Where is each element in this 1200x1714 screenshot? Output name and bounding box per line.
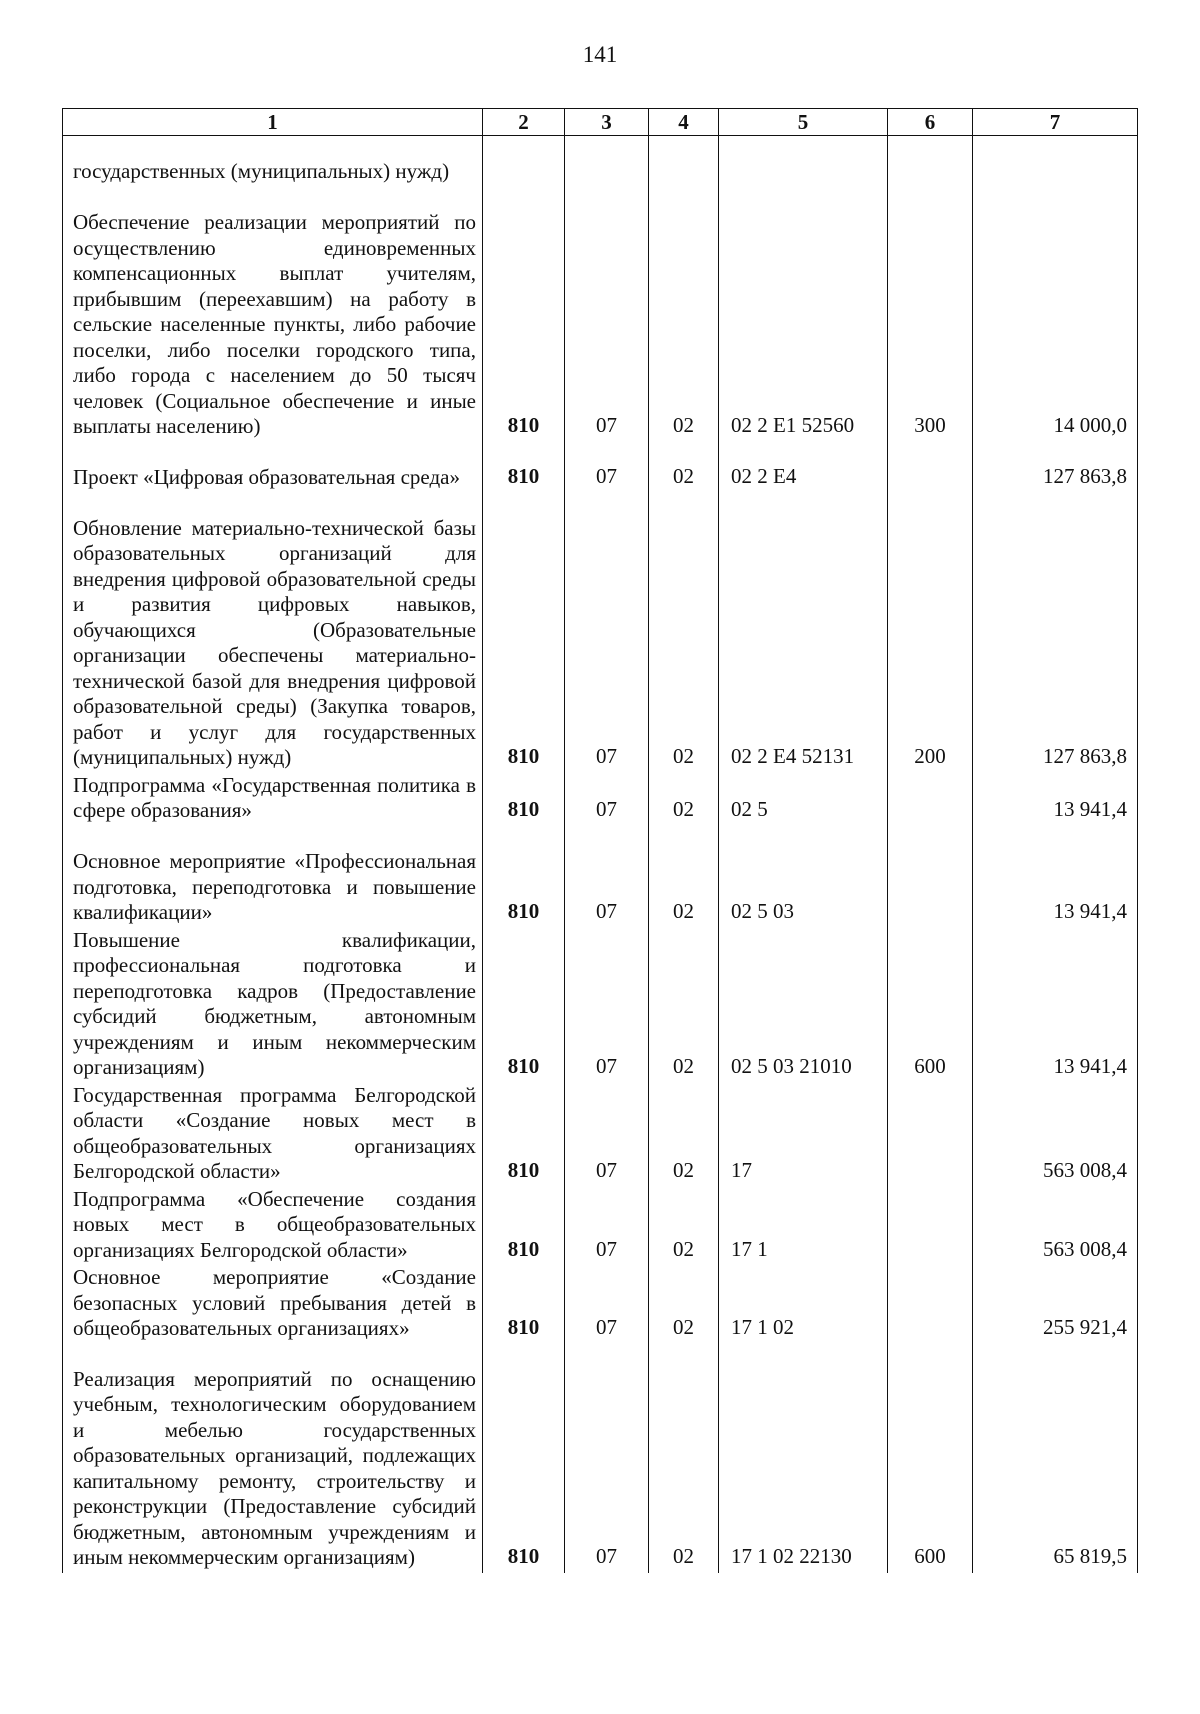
row-code-ministry: 810 <box>483 928 565 1083</box>
row-name: Государственная программа Белгородской области «Создание новых мест в общеобразовательных организациях Белгородской области» <box>63 1083 483 1187</box>
row-name: Основное мероприятие «Создание безопасных условий пребывания детей в общеобразовательных организациях» <box>63 1265 483 1344</box>
table-row <box>63 1344 1138 1573</box>
row-amount: 127 863,8 <box>973 493 1138 773</box>
row-target-code: 17 1 02 <box>719 1265 888 1344</box>
row-expense-type: 300 <box>888 187 973 442</box>
row-name: Основное мероприятие «Профессиональная подготовка, переподготовка и повышение квалификации» <box>63 826 483 928</box>
row-expense-type <box>888 773 973 826</box>
row-amount: 255 921,4 <box>973 1265 1138 1344</box>
row-section: 07 <box>565 826 649 928</box>
row-code-ministry: 810 <box>483 1344 565 1573</box>
row-expense-type <box>888 442 973 493</box>
row-subsection: 02 <box>649 442 719 493</box>
table-row <box>63 826 1138 928</box>
row-code-ministry: 810 <box>483 442 565 493</box>
column-header-5: 5 <box>719 109 888 136</box>
row-target-code: 02 2 Е1 52560 <box>719 187 888 442</box>
row-section: 07 <box>565 773 649 826</box>
table-row <box>63 773 1138 826</box>
row-expense-type <box>888 826 973 928</box>
row-amount: 563 008,4 <box>973 1187 1138 1266</box>
table-row <box>63 187 1138 442</box>
row-amount: 127 863,8 <box>973 442 1138 493</box>
table-row <box>63 136 1138 187</box>
row-name: Проект «Цифровая образовательная среда» <box>63 442 483 493</box>
row-subsection: 02 <box>649 1265 719 1344</box>
row-subsection: 02 <box>649 826 719 928</box>
row-subsection: 02 <box>649 1083 719 1187</box>
row-section: 07 <box>565 493 649 773</box>
row-expense-type: 600 <box>888 1344 973 1573</box>
row-name: Подпрограмма «Обеспечение создания новых мест в общеобразовательных организациях Белгородской области» <box>63 1187 483 1266</box>
row-name: государственных (муниципальных) нужд) <box>63 136 483 187</box>
budget-table <box>62 108 1138 1573</box>
row-code-ministry: 810 <box>483 826 565 928</box>
row-subsection <box>649 136 719 187</box>
row-target-code: 02 2 Е4 <box>719 442 888 493</box>
row-section: 07 <box>565 1083 649 1187</box>
row-section: 07 <box>565 1344 649 1573</box>
row-code-ministry: 810 <box>483 773 565 826</box>
row-expense-type <box>888 1187 973 1266</box>
row-section: 07 <box>565 928 649 1083</box>
row-section: 07 <box>565 1265 649 1344</box>
row-amount: 65 819,5 <box>973 1344 1138 1573</box>
row-target-code: 17 1 <box>719 1187 888 1266</box>
row-code-ministry: 810 <box>483 1187 565 1266</box>
table-row <box>63 1187 1138 1266</box>
row-expense-type: 200 <box>888 493 973 773</box>
row-subsection: 02 <box>649 1187 719 1266</box>
table-row <box>63 442 1138 493</box>
row-subsection: 02 <box>649 1344 719 1573</box>
row-code-ministry <box>483 136 565 187</box>
row-amount: 14 000,0 <box>973 187 1138 442</box>
row-subsection: 02 <box>649 493 719 773</box>
table-row <box>63 928 1138 1083</box>
row-subsection: 02 <box>649 773 719 826</box>
row-expense-type <box>888 136 973 187</box>
row-amount: 563 008,4 <box>973 1083 1138 1187</box>
row-name: Реализация мероприятий по оснащению учебным, технологическим оборудованием и мебелью государственных образовательных организаций, подлежащих капитальному ремонту, строительству и реконструкции (Предоставление субсидий бюджетным, автономным учреждениям и иным некоммерческим организациям) <box>63 1344 483 1573</box>
row-target-code: 02 5 03 21010 <box>719 928 888 1083</box>
row-target-code: 02 2 Е4 52131 <box>719 493 888 773</box>
row-code-ministry: 810 <box>483 1083 565 1187</box>
row-amount: 13 941,4 <box>973 826 1138 928</box>
row-section <box>565 136 649 187</box>
row-section: 07 <box>565 187 649 442</box>
row-amount: 13 941,4 <box>973 928 1138 1083</box>
column-header-7: 7 <box>973 109 1138 136</box>
row-expense-type <box>888 1083 973 1187</box>
row-code-ministry: 810 <box>483 1265 565 1344</box>
column-header-3: 3 <box>565 109 649 136</box>
row-name: Обновление материально-технической базы образовательных организаций для внедрения цифровой образовательной среды и развития цифровых навыков, обучающихся (Образовательные организации обеспечены материально-технической базой для внедрения цифровой образовательной среды) (Закупка товаров, работ и услуг для государственных (муниципальных) нужд) <box>63 493 483 773</box>
row-expense-type <box>888 1265 973 1344</box>
row-name: Подпрограмма «Государственная политика в сфере образования» <box>63 773 483 826</box>
row-code-ministry: 810 <box>483 187 565 442</box>
row-section: 07 <box>565 1187 649 1266</box>
column-header-2: 2 <box>483 109 565 136</box>
row-amount <box>973 136 1138 187</box>
column-header-1: 1 <box>63 109 483 136</box>
table-row <box>63 1265 1138 1344</box>
row-target-code: 17 <box>719 1083 888 1187</box>
page-number: 141 <box>582 42 618 67</box>
column-header-6: 6 <box>888 109 973 136</box>
row-name: Повышение квалификации, профессиональная подготовка и переподготовка кадров (Предоставление субсидий бюджетным, автономным учреждениям и иным некоммерческим организациям) <box>63 928 483 1083</box>
row-expense-type: 600 <box>888 928 973 1083</box>
table-row <box>63 1083 1138 1187</box>
row-target-code: 02 5 <box>719 773 888 826</box>
row-target-code: 02 5 03 <box>719 826 888 928</box>
row-target-code: 17 1 02 22130 <box>719 1344 888 1573</box>
table-row <box>63 493 1138 773</box>
row-target-code <box>719 136 888 187</box>
row-amount: 13 941,4 <box>973 773 1138 826</box>
column-header-4: 4 <box>649 109 719 136</box>
header-row <box>63 109 1138 136</box>
row-name: Обеспечение реализации мероприятий по осуществлению единовременных компенсационных выплат учителям, прибывшим (переехавшим) на работу в сельские населенные пункты, либо рабочие поселки, либо поселки городского типа, либо города с населением до 50 тысяч человек (Социальное обеспечение и иные выплаты населению) <box>63 187 483 442</box>
row-subsection: 02 <box>649 187 719 442</box>
row-subsection: 02 <box>649 928 719 1083</box>
row-section: 07 <box>565 442 649 493</box>
row-code-ministry: 810 <box>483 493 565 773</box>
